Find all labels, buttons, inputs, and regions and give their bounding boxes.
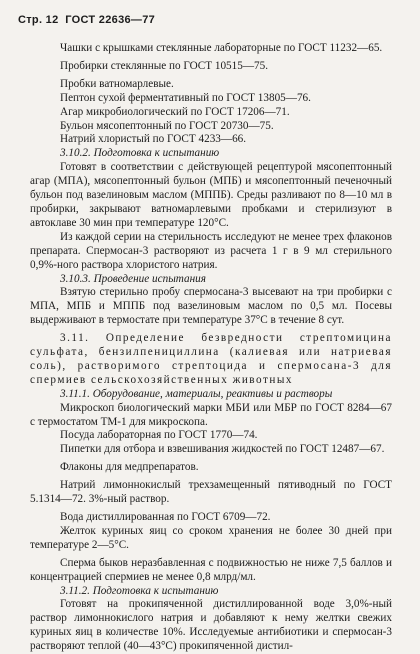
paragraph: Готовят в соответствии с действующей рецептурой мясопептонный агар (МПА), мясопептонный бульон (МПБ) и мясопептонный печеночный бульон под вазелиновым маслом (МППБ). Среды разливают по 8—10 мл в пробирки, закрывают ватномарлевыми пробками и стерилизуют в автоклаве 30 мин при температуре 120°С. [30,161,392,229]
section-title: 3.11. Определение безвредности стрептомицина сульфата, бензилпенициллина (калиевая или натриевая соль), растворимого стрептоцида и спермосана-3 для спермиев сельскохозяйственных животных [30,332,392,386]
equipment-item: Чашки с крышками стеклянные лабораторные по ГОСТ 11232—65. [60,42,383,54]
equipment-item: Агар микробиологический по ГОСТ 17206—71. [60,105,290,118]
paragraph: Посуда лабораторная по ГОСТ 1770—74. [60,429,258,442]
paragraph: Готовят на прокипяченной дистиллированной воде 3,0%-ный раствор лимоннокислого натрия и добавляют к нему желтки свежих куриных яиц в количестве 10%. Исследуемые антибиотики и спермосан-3 растворяют теплой (40—43°С) прокипяченной дистил- [30,598,392,653]
equipment-item: Пептон сухой ферментативный по ГОСТ 13805—76. [60,91,311,104]
paragraph: Пипетки для отбора и взвешивания жидкостей по ГОСТ 12487—67. [60,443,385,456]
equipment-item: Пробки ватномарлевые. [60,77,174,90]
section-heading: 3.11.1. Оборудование, материалы, реактивы и растворы [60,387,333,400]
section-heading: 3.10.3. Проведение испытания [60,272,206,285]
paragraph: Сперма быков неразбавленная с подвижностью не ниже 7,5 баллов и концентрацией спермиев не менее 0,8 млрд/мл. [30,556,392,583]
paragraph: Желток куриных яиц со сроком хранения не более 30 дней при температуре 2—5°С. [30,524,392,551]
standard-number: ГОСТ 22636—77 [65,14,156,26]
document-body [30,42,392,654]
equipment-item: Натрий хлористый по ГОСТ 4233—66. [60,133,247,146]
equipment-item: Пробирки стеклянные по ГОСТ 10515—75. [60,59,269,72]
section-heading: 3.11.2. Подготовка к испытанию [60,584,219,597]
paragraph: Взятую стерильно пробу спермосана-3 высевают на три пробирки с МПА, МПБ и МППБ под вазелиновым маслом по 0,5 мл. Посевы выдерживают в термостате при температуре 37°С в течение 8 сут. [30,286,392,327]
section-heading: 3.10.2. Подготовка к испытанию [60,147,220,160]
paragraph: Вода дистиллированная по ГОСТ 6709—72. [60,511,271,523]
equipment-item: Бульон мясопептонный по ГОСТ 20730—75. [60,119,274,132]
paragraph: Из каждой серии на стерильность исследуют не менее трех флаконов препарата. Спермосан-3 растворяют из расчета 1 г в 9 мл стерильного 0,9%-ного раствора хлористого натрия. [30,230,392,271]
page-number: Стр. 12 [18,14,59,26]
paragraph: Флаконы для медпрепаратов. [60,461,199,474]
paragraph: Микроскоп биологический марки МБИ или МБР по ГОСТ 8284—67 с термостатом ТМ-1 для микроскопа. [30,401,392,428]
paragraph: Натрий лимоннокислый трехзамещенный пятиводный по ГОСТ 5.1314—72. 3%-ный раствор. [30,479,392,506]
page-header [18,14,155,26]
